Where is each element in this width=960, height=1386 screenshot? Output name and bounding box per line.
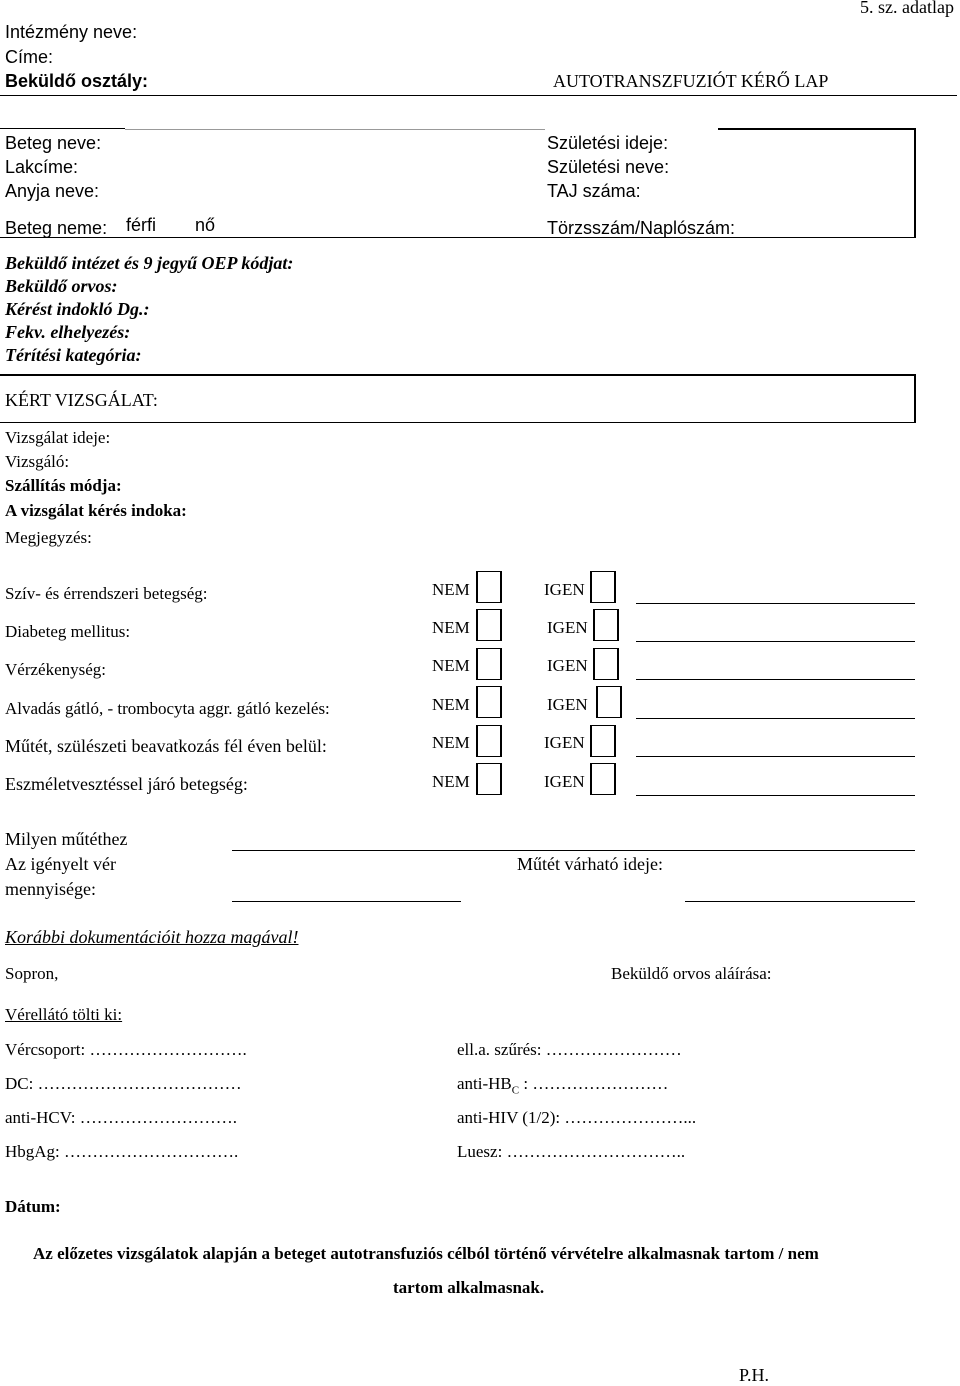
exam-reason-label: A vizsgálat kérés indoka:	[5, 501, 187, 520]
referring-doctor-label: Beküldő orvos:	[5, 276, 118, 296]
yes-label: IGEN	[544, 580, 585, 599]
institution-label: Intézmény neve:	[5, 22, 138, 42]
no-label: NEM	[432, 695, 470, 714]
patient-box-right	[914, 128, 916, 238]
appendix-label: 5. sz. adatlap	[860, 0, 954, 17]
yes-label: IGEN	[547, 618, 588, 637]
oep-label: Beküldő intézet és 9 jegyű OEP kódjat:	[5, 253, 294, 273]
anti-hbc-prefix: anti-HB	[457, 1074, 512, 1093]
detail-line	[636, 718, 915, 719]
yes-checkbox[interactable]	[590, 763, 616, 795]
exam-title: KÉRT VIZSGÁLAT:	[5, 390, 158, 410]
exam-box-top	[0, 374, 916, 376]
no-checkbox[interactable]	[476, 609, 502, 641]
anti-hcv-field: anti-HCV: ……………………….	[5, 1108, 238, 1127]
yes-label: IGEN	[544, 772, 585, 791]
sex-male-option[interactable]: férfi	[126, 215, 157, 235]
surgery-expected-line	[685, 901, 915, 902]
blood-amount-label-2: mennyisége:	[5, 879, 96, 899]
exam-box-right	[914, 374, 916, 423]
conclusion-line-1: Az előzetes vizsgálatok alapján a beteget autotransfuziós célból történő vérvételre alkalmasnak tartom / nem	[33, 1244, 819, 1263]
detail-line	[636, 795, 915, 796]
taj-label: TAJ száma:	[547, 181, 641, 201]
yes-checkbox[interactable]	[596, 686, 622, 718]
question-label: Alvadás gátló, - trombocyta aggr. gátló kezelés:	[5, 699, 330, 718]
yes-label: IGEN	[547, 695, 588, 714]
question-label: Vérzékenység:	[5, 660, 107, 679]
question-label: Eszméletvesztéssel járó betegség:	[5, 774, 248, 794]
blood-group-field: Vércsoport: ……………………….	[5, 1040, 247, 1059]
hbgag-field: HbgAg: ………………………….	[5, 1142, 239, 1161]
blood-amount-line	[232, 901, 461, 902]
no-label: NEM	[432, 656, 470, 675]
no-checkbox[interactable]	[476, 725, 502, 757]
sex-female-option[interactable]: nő	[195, 215, 216, 235]
signature-label: Beküldő orvos aláírása:	[611, 964, 772, 983]
surgery-type-line	[232, 850, 915, 851]
yes-checkbox[interactable]	[590, 571, 616, 603]
question-label: Műtét, szülészeti beavatkozás fél éven belül:	[5, 736, 327, 756]
header-divider	[0, 95, 957, 96]
mother-name-label: Anyja neve:	[5, 181, 100, 201]
no-checkbox[interactable]	[476, 648, 502, 680]
examiner-label: Vizsgáló:	[5, 452, 70, 471]
anti-hbc-subscript: C	[511, 1084, 520, 1097]
detail-line	[636, 603, 915, 604]
address-label: Címe:	[5, 47, 54, 67]
yes-checkbox[interactable]	[590, 725, 616, 757]
no-label: NEM	[432, 580, 470, 599]
anti-hbc-field	[457, 1074, 668, 1096]
exam-time-label: Vizsgálat ideje:	[5, 428, 111, 447]
place-label: Sopron,	[5, 964, 59, 983]
birth-name-label: Születési neve:	[547, 157, 670, 177]
yes-checkbox[interactable]	[593, 609, 619, 641]
conclusion-line-2: tartom alkalmasnak.	[393, 1278, 545, 1297]
no-checkbox[interactable]	[476, 571, 502, 603]
payment-category-label: Térítési kategória:	[5, 345, 142, 365]
surgery-expected-label: Műtét várható ideje:	[517, 854, 663, 874]
luesz-field: Luesz: …………………………..	[457, 1142, 686, 1161]
yes-label: IGEN	[544, 733, 585, 752]
diagnosis-label: Kérést indokló Dg.:	[5, 299, 150, 319]
detail-line	[636, 641, 915, 642]
yes-label: IGEN	[547, 656, 588, 675]
no-label: NEM	[432, 618, 470, 637]
anti-hiv-field: anti-HIV (1/2): …………………...	[457, 1108, 697, 1127]
antibody-screen-field: ell.a. szűrés: ……………………	[457, 1040, 682, 1059]
sender-dept-label: Beküldő osztály:	[5, 71, 149, 91]
no-label: NEM	[432, 772, 470, 791]
no-label: NEM	[432, 733, 470, 752]
detail-line	[636, 679, 915, 680]
exam-note-label: Megjegyzés:	[5, 528, 92, 547]
exam-box-bottom	[0, 422, 916, 423]
transport-label: Szállítás módja:	[5, 476, 122, 495]
no-checkbox[interactable]	[476, 763, 502, 795]
question-label: Szív- és érrendszeri betegség:	[5, 584, 208, 603]
birth-date-label: Születési ideje:	[547, 133, 669, 153]
dc-field: DC: ………………………………	[5, 1074, 242, 1093]
ward-label: Fekv. elhelyezés:	[5, 322, 131, 342]
surgery-type-label: Milyen műtéthez	[5, 829, 128, 849]
anti-hbc-suffix: : ……………………	[519, 1074, 669, 1093]
no-checkbox[interactable]	[476, 686, 502, 718]
patient-box-top-right	[718, 128, 915, 130]
patient-address-label: Lakcíme:	[5, 157, 79, 177]
date-label: Dátum:	[5, 1197, 61, 1216]
detail-line	[636, 756, 915, 757]
patient-box-bottom	[0, 237, 916, 238]
yes-checkbox[interactable]	[593, 648, 619, 680]
documentation-notice: Korábbi dokumentációit hozza magával!	[5, 927, 299, 947]
form-title: AUTOTRANSZFUZIÓT KÉRŐ LAP	[553, 71, 829, 91]
sex-label: Beteg neme:	[5, 218, 108, 238]
stamp-label: P.H.	[739, 1365, 770, 1385]
question-label: Diabeteg mellitus:	[5, 622, 131, 641]
register-label: Törzsszám/Naplószám:	[547, 218, 736, 238]
blood-amount-label-1: Az igényelt vér	[5, 854, 116, 874]
patient-name-label: Beteg neve:	[5, 133, 102, 153]
lab-section-title: Vérellátó tölti ki:	[5, 1005, 123, 1024]
